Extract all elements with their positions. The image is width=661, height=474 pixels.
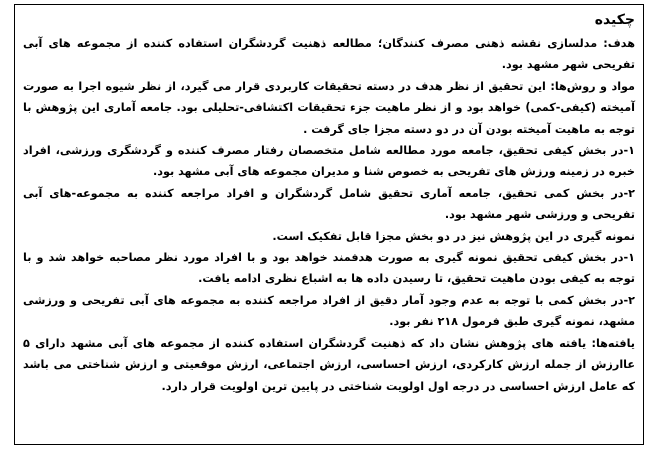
paragraph-goal: هدف: مدلسازی نقشه ذهنی مصرف کنندگان؛ مطالعه ذهنیت گردشگران استفاده کننده از مجموعه های آبی تفریحی شهر مشهد بود. [23, 37, 635, 72]
paragraph-qualitative-population: ۱-در بخش کیفی تحقیق، جامعه مورد مطالعه شامل متخصصان رفتار مصرف کننده و گردشگری ورزشی، افراد خبره در زمینه ورزش های تفریحی به خصوص شنا و مدیران مجموعه های آبی مشهد بود. [23, 144, 635, 179]
abstract-title: چکیده [594, 12, 635, 28]
paragraph-sampling: نمونه گیری در این پژوهش نیز در دو بخش مجزا قابل تفکیک است. [272, 229, 635, 243]
paragraph-qualitative-sampling: ۱-در بخش کیفی تحقیق نمونه گیری به صورت هدفمند خواهد بود و با افراد مورد نظر مصاحبه خواهد شد و با توجه به کیفی بودن ماهیت تحقیق، تا رسیدن داده ها به اشباع نظری ادامه یافت. [23, 251, 635, 286]
abstract-box [14, 4, 644, 445]
paragraph-methods: مواد و روش‌ها: این تحقیق از نظر هدف در دسته تحقیقات کاربردی قرار می گیرد، از نظر شیوه اجرا به صورت آمیخته (کیفی-کمی) خواهد بود و از نظر ماهیت جزء تحقیقات اکتشافی-تحلیلی بود. جامعه آماری این پژوهش با توجه به ماهیت آمیخته بودن آن در دو دسته مجزا جای گرفت . [23, 79, 635, 136]
paragraph-findings: یافته‌ها: یافته های پژوهش نشان داد که ذهنیت گردشگران استفاده کننده از مجموعه های آبی مشهد دارای ۵ عاارزش از جمله ارزش کارکردی، ارزش احساسی، ارزش اجتماعی، ارزش موقعیتی و ارزش شناختی می باشد که عامل ارزش احساسی در درجه اول اولویت شناختی در پایین ترین اولویت قرار دارد. [23, 336, 635, 393]
paragraph-quantitative-population: ۲-در بخش کمی تحقیق، جامعه آماری تحقیق شامل گردشگران و افراد مراجعه کننده به مجموعه-های آبی تفریحی و ورزشی شهر مشهد بود. [23, 186, 635, 222]
paragraph-quantitative-sampling: ۲-در بخش کمی با توجه به عدم وجود آمار دقیق از افراد مراجعه کننده به مجموعه های آبی تفریحی و ورزشی مشهد، نمونه گیری طبق فرمول ۲۱۸ نفر بود. [23, 293, 635, 329]
